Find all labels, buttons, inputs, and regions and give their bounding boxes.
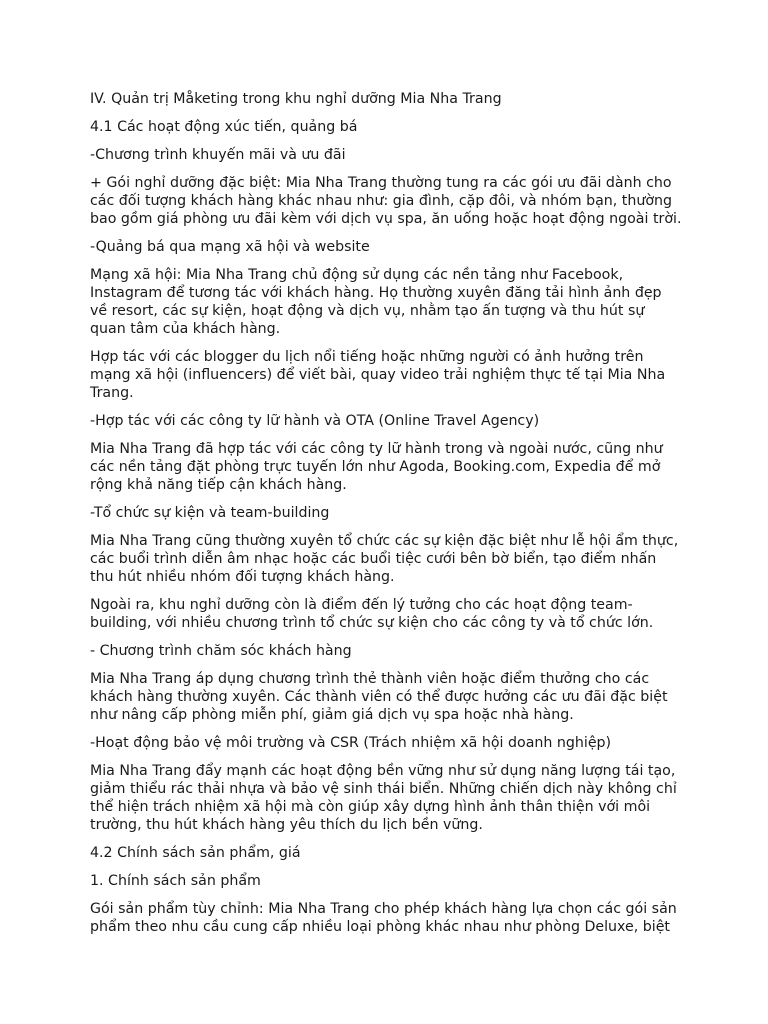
body-paragraph: Gói sản phẩm tùy chỉnh: Mia Nha Trang cho phép khách hàng lựa chọn các gói sản phẩm theo nhu cầu cung cấp nhiều loại phòng khác nhau như phòng Deluxe, biệt xyxy=(90,901,677,935)
body-paragraph: Mạng xã hội: Mia Nha Trang chủ động sử dụng các nền tảng như Facebook, Instagram để tương tác với khách hàng. Họ thường xuyên đăng tải hình ảnh đẹp về resort, các sự kiện, hoạt động và dịch vụ, nhằm tạo ấn tượng và thu hút sự quan tâm của khách hàng. xyxy=(90,267,662,337)
body-paragraph: Mia Nha Trang cũng thường xuyên tổ chức các sự kiện đặc biệt như lễ hội ẩm thực, các buổi trình diễn âm nhạc hoặc các buổi tiệc cưới bên bờ biển, tạo điểm nhấn thu hút nhiều nhóm đối tượng khách hàng. xyxy=(90,533,679,585)
item-heading: -Quảng bá qua mạng xã hội và website xyxy=(90,239,370,255)
item-heading: -Tổ chức sự kiện và team-building xyxy=(90,505,330,521)
body-paragraph: Ngoài ra, khu nghỉ dưỡng còn là điểm đến lý tưởng cho các hoạt động team-building, với nhiều chương trình tổ chức sự kiện cho các công ty và tổ chức lớn. xyxy=(90,597,654,631)
item-heading: 1. Chính sách sản phẩm xyxy=(90,873,261,889)
body-paragraph: Hợp tác với các blogger du lịch nổi tiếng hoặc những người có ảnh hưởng trên mạng xã hội (influencers) để viết bài, quay video trải nghiệm thực tế tại Mia Nha Trang. xyxy=(90,349,666,401)
item-heading: -Hoạt động bảo vệ môi trường và CSR (Trách nhiệm xã hội doanh nghiệp) xyxy=(90,735,612,751)
body-paragraph: Mia Nha Trang đã hợp tác với các công ty lữ hành trong và ngoài nước, cũng như các nền tảng đặt phòng trực tuyến lớn như Agoda, Booking.com, Expedia để mở rộng khả năng tiếp cận khách hàng. xyxy=(90,441,663,493)
item-heading: - Chương trình chăm sóc khách hàng xyxy=(90,643,352,659)
subsection-heading: 4.1 Các hoạt động xúc tiến, quảng bá xyxy=(90,119,358,135)
document-body xyxy=(90,90,682,946)
subsection-heading: 4.2 Chính sách sản phẩm, giá xyxy=(90,845,301,861)
body-paragraph: Mia Nha Trang đẩy mạnh các hoạt động bền vững như sử dụng năng lượng tái tạo, giảm thiểu rác thải nhựa và bảo vệ sinh thái biển. Những chiến dịch này không chỉ thể hiện trách nhiệm xã hội mà còn giúp xây dựng hình ảnh thân thiện với môi trường, thu hút khách hàng yêu thích du lịch bền vững. xyxy=(90,763,677,833)
body-paragraph: + Gói nghỉ dưỡng đặc biệt: Mia Nha Trang thường tung ra các gói ưu đãi dành cho các đối tượng khách hàng khác nhau như: gia đình, cặp đôi, và nhóm bạn, thường bao gồm giá phòng ưu đãi kèm với dịch vụ spa, ăn uống hoặc hoạt động ngoài trời. xyxy=(90,175,682,227)
body-paragraph: Mia Nha Trang áp dụng chương trình thẻ thành viên hoặc điểm thưởng cho các khách hàng thường xuyên. Các thành viên có thể được hưởng các ưu đãi đặc biệt như nâng cấp phòng miễn phí, giảm giá dịch vụ spa hoặc nhà hàng. xyxy=(90,671,668,723)
item-heading: -Chương trình khuyến mãi và ưu đãi xyxy=(90,147,346,163)
section-heading: IV. Quản trị Måketing trong khu nghỉ dưỡng Mia Nha Trang xyxy=(90,91,502,107)
item-heading: -Hợp tác với các công ty lữ hành và OTA (Online Travel Agency) xyxy=(90,413,540,429)
